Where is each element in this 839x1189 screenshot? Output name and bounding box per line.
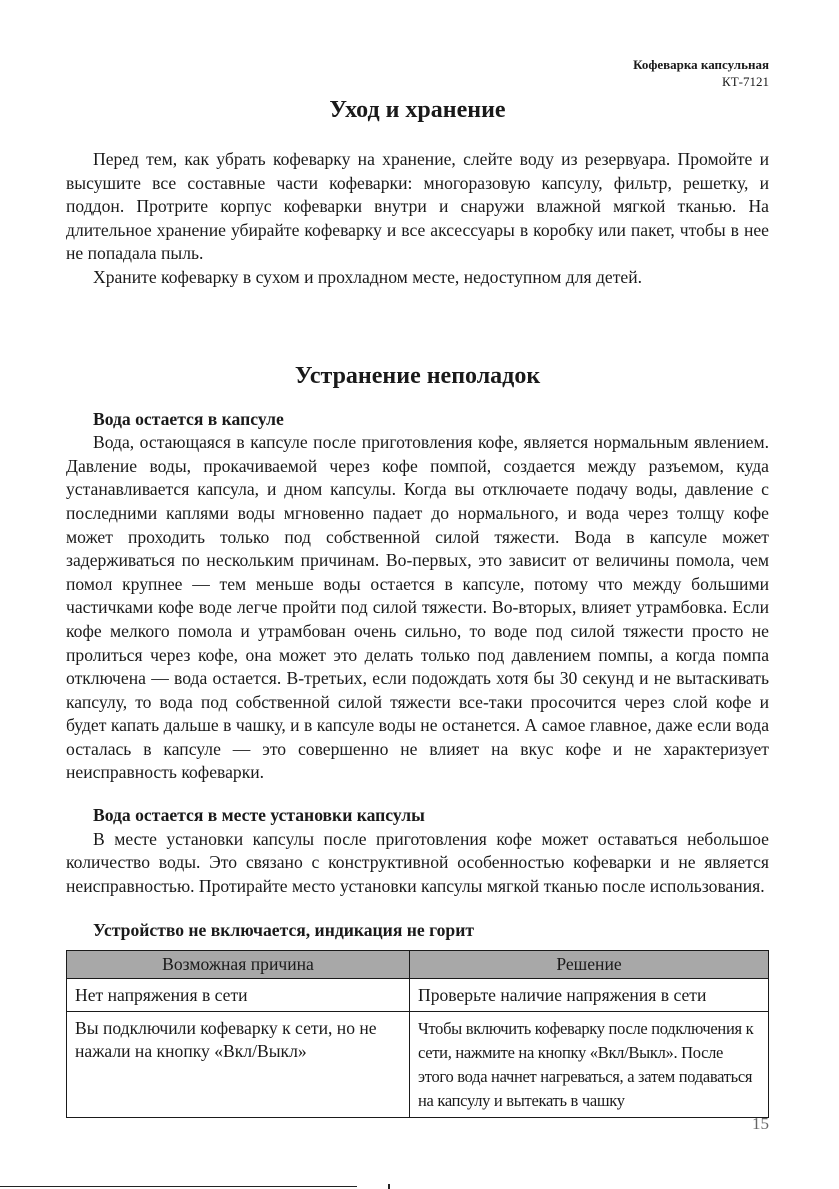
section-heading: Устройство не включается, индикация не горит [93,920,474,941]
section-text: Вода, остающаяся в капсуле после приготовления кофе, является нормальным явлением. Давление воды, прокачиваемой через кофе помпой, создается между разъемом, куда устанавливается капсула, и дном капсулы. Когда вы отключаете подачу воды, давление с последними каплями воды мгновенно падает до нормального, и вода через толщу кофе может проходить только под собственной силой тяжести. Вода в капсуле может задерживаться по нескольким причинам. Во-первых, это зависит от величины помола, чем помол крупнее — тем меньше воды остается в капсуле, потому что между большими частичками кофе воде легче пройти под силой тяжести. Во-вторых, влияет утрамбовка. Если кофе мелкого помола и утрамбован очень сильно, то воде под силой тяжести просто не пролиться через кофе, она может это делать только под давлением помпы, а когда помпа отключена — вода остается. В-третьих, если подождать хотя бы 30 секунд и не вытаскивать капсулу, то вода под собственной силой тяжести все-таки просочится через слой кофе и будет капать дальше в чашку, и в капсуле воды не останется. А самое главное, даже если вода осталась в капсуле — это совершенно не влияет на вкус кофе и не характеризует неисправность кофеварки. [66,432,769,783]
care-title: Уход и хранение [329,97,506,123]
page-content [66,92,769,1118]
table-row [67,979,769,1012]
section-heading: Вода остается в капсуле [93,408,284,429]
page-header [633,56,769,90]
table-cell-solution: Проверьте наличие напряжения в сети [410,979,769,1012]
model-number: КТ-7121 [722,74,769,89]
section-heading: Вода остается в месте установки капсулы [93,805,425,826]
care-paragraph: Храните кофеварку в сухом и прохладном месте, недоступном для детей. [93,266,643,287]
column-header-solution: Решение [410,951,769,979]
section-text: В месте установки капсулы после приготовления кофе может оставаться небольшое количество воды. Это связано с конструктивной особенностью кофеварки и не является неисправностью. Протирайте место установки капсулы мягкой тканью после использования. [66,828,769,896]
troubleshooting-table [66,950,769,1118]
care-section [66,148,769,290]
table-cell-solution: Чтобы включить кофеварку после подключения к сети, нажмите на кнопку «Вкл/Выкл». После этого вода начнет нагреваться, а затем подаваться на капсулу и вытекать в чашку [410,1012,769,1118]
table-header-row [67,951,769,979]
care-paragraph: Перед тем, как убрать кофеварку на хранение, слейте воду из резервуара. Промойте и высушите все составные части кофеварки: многоразовую капсулу, фильтр, решетку, и поддон. Протрите корпус кофеварки внутри и снаружи влажной мягкой тканью. На длительное хранение убирайте кофеварку и все аксессуары в коробку или пакет, чтобы в нее не попадала пыль. [66,149,769,264]
crop-line [0,1186,357,1187]
table-row [67,1012,769,1118]
crop-mark [388,1184,390,1189]
table-cell-cause: Вы подключили кофеварку к сети, но не нажали на кнопку «Вкл/Выкл» [67,1012,410,1118]
column-header-cause: Возможная причина [67,951,410,979]
table-cell-cause: Нет напряжения в сети [67,979,410,1012]
troubleshooting-title: Устранение неполадок [294,362,541,389]
product-name: Кофеварка капсульная [633,57,769,72]
page-number: 15 [752,1114,769,1133]
